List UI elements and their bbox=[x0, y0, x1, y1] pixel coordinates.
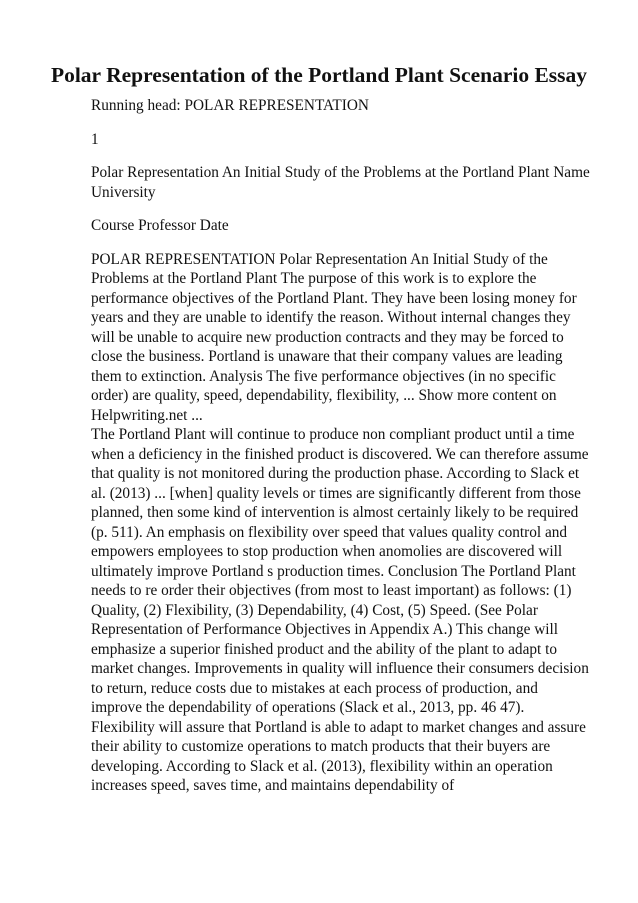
byline: Course Professor Date bbox=[91, 217, 229, 234]
essay-subtitle: Polar Representation An Initial Study of the Problems at the Portland Plant Name University bbox=[91, 164, 590, 201]
page-number: 1 bbox=[91, 130, 99, 148]
body-paragraph-1: POLAR REPRESENTATION Polar Representation An Initial Study of the Problems at the Portland Plant The purpose of this work is to explore the performance objectives of the Portland Plant. They have been losing money for years and they are unable to identify the reason. Without internal changes they will be unable to acquire new production contracts and they may be forced to close the business. Portland is unaware that their company values are leading them to extinction. Analysis The five performance objectives (in no specific order) are quality, speed, dependability, flexibility, ... Show more content on Helpwriting.net ... bbox=[91, 250, 577, 424]
document-title: Polar Representation of the Portland Plant Scenario Essay bbox=[50, 63, 588, 87]
body-paragraph-2: The Portland Plant will continue to produce non compliant product until a time when a deficiency in the finished product is discovered. We can therefore assume that quality is not monitored during the production phase. According to Slack et al. (2013) ... [when] quality levels or times are significantly different from those planned, then some kind of intervention is almost certainly likely to be required (p. 511). An emphasis on flexibility over speed that values quality control and empowers employees to stop production when anomolies are discovered will ultimately improve Portland s production times. Conclusion The Portland Plant needs to re order their objectives (from most to least important) as follows: (1) Quality, (2) Flexibility, (3) Dependability, (4) Cost, (5) Speed. (See Polar Representation of Performance Objectives in Appendix A.) This change will emphasize a superior finished product and the ability of the plant to adapt to market changes. Improvements in quality will influence their consumers decision to return, reduce costs due to mistakes at each process of production, and improve the dependability of operations (Slack et al., 2013, pp. 46 47). Flexibility will assure that Portland is able to adapt to market changes and assure their ability to customize operations to match products that their buyers are developing. According to Slack et al. (2013), flexibility within an operation increases speed, saves time, and maintains dependability of bbox=[91, 426, 589, 794]
document-body bbox=[91, 96, 591, 796]
running-head: Running head: POLAR REPRESENTATION bbox=[91, 97, 369, 114]
